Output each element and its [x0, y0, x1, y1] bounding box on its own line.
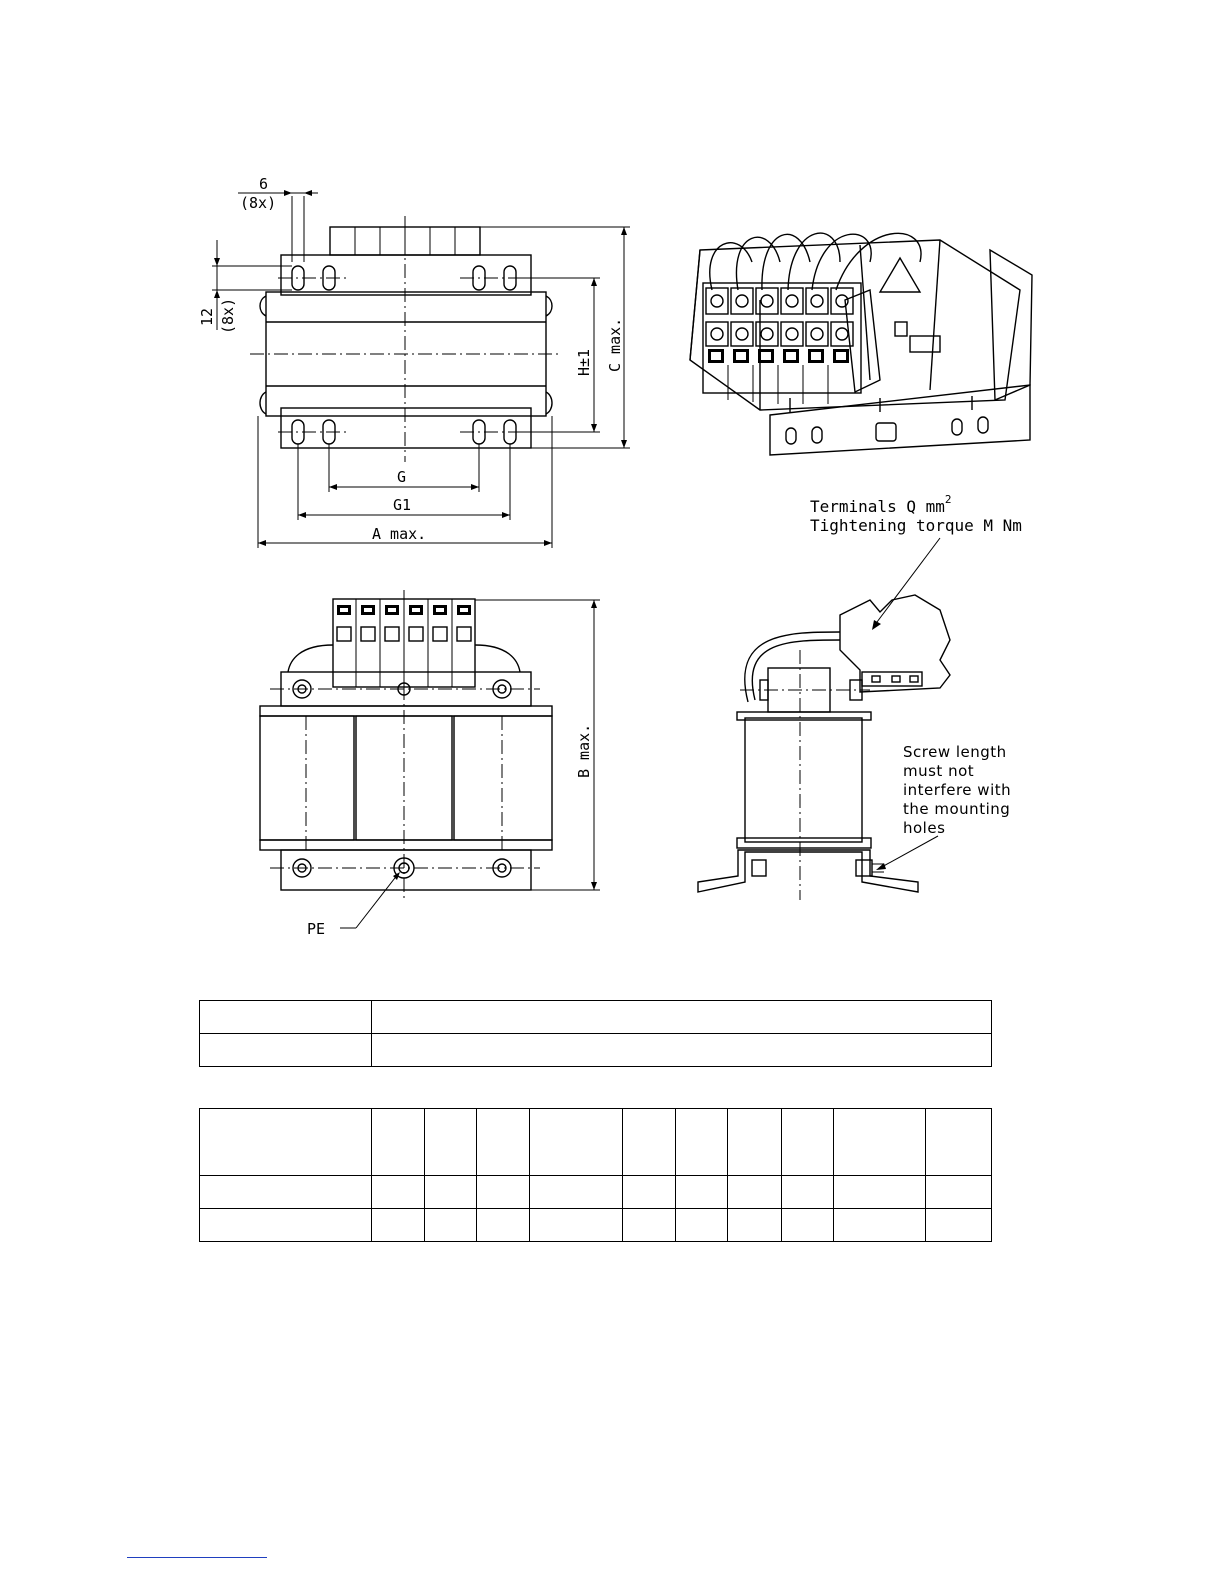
table-cell: [834, 1109, 926, 1176]
isometric-view: [690, 233, 1032, 455]
footer-rule: [127, 1557, 267, 1558]
screw-note-line2: must not: [903, 762, 975, 780]
table-cell: [530, 1109, 623, 1176]
table-cell: [372, 1034, 992, 1067]
dim-g1: G1: [393, 496, 412, 514]
table-cell: [425, 1109, 477, 1176]
table-cell: [782, 1209, 834, 1242]
table-cell: [623, 1109, 676, 1176]
table-cell: [372, 1001, 992, 1034]
screw-note-line3: interfere with: [903, 781, 1012, 799]
table-row: [200, 1209, 992, 1242]
table-row: [200, 1034, 992, 1067]
table-cell: [782, 1109, 834, 1176]
table-row: [200, 1176, 992, 1209]
table-cell: [676, 1176, 728, 1209]
table-row: [200, 1001, 992, 1034]
table-cell: [200, 1109, 372, 1176]
table-cell: [372, 1209, 425, 1242]
table-cell: [200, 1034, 372, 1067]
table-cell: [926, 1109, 992, 1176]
dim-h: H±1: [575, 348, 593, 376]
dim-g: G: [397, 468, 407, 486]
table-cell: [926, 1209, 992, 1242]
table-cell: [200, 1209, 372, 1242]
screw-note-line1: Screw length: [903, 743, 1007, 761]
dim-hole-height-count: (8x): [219, 297, 237, 334]
table-cell: [782, 1176, 834, 1209]
dim-hole-width-count: (8x): [240, 194, 277, 212]
dim-b: B max.: [575, 723, 593, 778]
dim-hole-width: 6: [259, 175, 269, 193]
table-cell: [676, 1109, 728, 1176]
table-cell: [728, 1109, 782, 1176]
dim-c: C max.: [606, 317, 624, 372]
spec-table-top: [199, 1000, 992, 1067]
table-header-row: [200, 1109, 992, 1176]
table-cell: [623, 1209, 676, 1242]
table-cell: [200, 1001, 372, 1034]
table-cell: [477, 1209, 530, 1242]
table-cell: [728, 1176, 782, 1209]
table-cell: [834, 1176, 926, 1209]
side-view: [698, 538, 950, 900]
table-cell: [372, 1176, 425, 1209]
table-cell: [425, 1209, 477, 1242]
screw-note-line5: holes: [903, 819, 946, 837]
terminals-note-line1: Terminals Q $mm^2$: [810, 493, 952, 516]
front-view: [260, 590, 600, 928]
pe-label: PE: [307, 920, 326, 938]
table-cell: [926, 1176, 992, 1209]
table-cell: [530, 1176, 623, 1209]
screw-note-line4: the mounting: [903, 800, 1011, 818]
table-cell: [728, 1209, 782, 1242]
dimensions-table: [199, 1108, 992, 1242]
table-cell: [530, 1209, 623, 1242]
table-cell: [200, 1176, 372, 1209]
table-cell: [372, 1109, 425, 1176]
table-cell: [834, 1209, 926, 1242]
table-cell: [623, 1176, 676, 1209]
table-cell: [425, 1176, 477, 1209]
table-cell: [676, 1209, 728, 1242]
terminals-note-line2: Tightening torque M Nm: [810, 516, 1022, 535]
table-cell: [477, 1176, 530, 1209]
dim-hole-height: 12: [198, 307, 216, 326]
table-cell: [477, 1109, 530, 1176]
top-view: [212, 190, 630, 548]
dim-a: A max.: [372, 525, 427, 543]
